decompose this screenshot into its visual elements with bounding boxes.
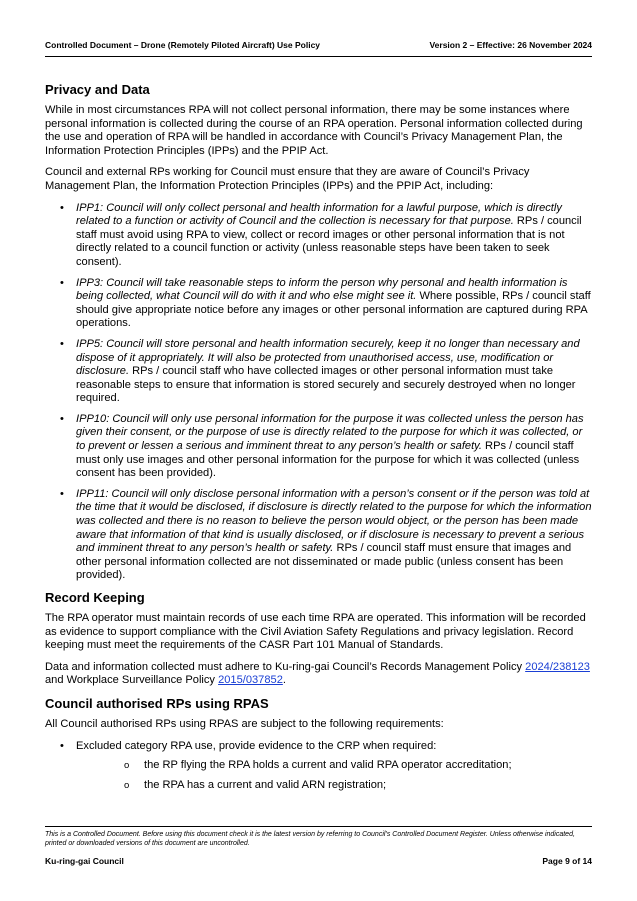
records-text-post: . (282, 674, 286, 687)
ipp-principle: IPP5: Council will store personal and health information securely, keep it no longer than necessary and dispose of it appropriately. It will also be protected from unauthorised access, use, modification or disclosure. (76, 337, 580, 378)
ipp-item-5 (45, 338, 594, 406)
page-content (45, 82, 594, 799)
records-management-policy-link[interactable]: 2024/238123 (525, 660, 590, 673)
footer-divider (45, 826, 592, 827)
workplace-surveillance-policy-link[interactable]: 2015/037852 (218, 674, 283, 687)
ipp-principle: IPP1: Council will only collect personal and health information for a lawful purpose, which is directly related to a function or activity of Council and the collection is necessary for that purpose. (76, 201, 562, 228)
footer-organisation: Ku-ring-gai Council (45, 856, 124, 866)
privacy-paragraph-1: While in most circumstances RPA will not collect personal information, there may be some instances where personal information is collected during the course of an RPA operation. Personal information collected during the use and operation of RPA will be handled in accordance with Council’s Privacy Management Plan, the Information Protection Principles (IPPs) and the PPIP Act. (45, 104, 583, 157)
ipp-item-1 (45, 202, 594, 270)
page-header (45, 40, 592, 50)
header-title: Controlled Document – Drone (Remotely Piloted Aircraft) Use Policy (45, 40, 321, 50)
ipp-principle: IPP10: Council will only use personal information for the purpose it was collected unless the person has given their consent, or the purpose of use is directly related to the purpose for which it was collected, or to prevent or lessen a serious and imminent threat to any person’s health or safety. (76, 412, 584, 453)
privacy-paragraph-2: Council and external RPs working for Council must ensure that they are aware of Council’s Privacy Management Plan, the Information Protection Principles (IPPs) and the PPIP Act, including: (45, 166, 530, 192)
record-keeping-paragraph-1: The RPA operator must maintain records of use each time RPA are operated. This information will be recorded as evidence to support compliance with the Civil Aviation Safety Regulations and privacy legislation. Record keeping must meet the requirements of the CASR Part 101 Manual of Standards. (45, 612, 586, 652)
rpas-requirement-text: Excluded category RPA use, provide evidence to the CRP when required: (76, 739, 437, 752)
rpas-heading: Council authorised RPs using RPAS (45, 695, 269, 711)
privacy-section (45, 82, 594, 583)
record-keeping-paragraph-2 (45, 661, 594, 688)
rpas-sub-list (76, 759, 594, 792)
ipp-item-11 (45, 488, 594, 583)
footer-disclaimer: This is a Controlled Document. Before using this document check it is the latest version by referring to Council’s Controlled Document Register. Unless otherwise indicated, printed or downloaded versions of this document are uncontrolled. (45, 831, 575, 847)
ipp-list (45, 202, 594, 583)
ipp-guidance: RPs / council staff must avoid using RPA to view, collect or record images or other personal information that is not directly related to a council function or activity (unless reasonable steps have been taken to seek consent). (76, 215, 582, 268)
ipp-guidance: RPs / council staff must only use images and other personal information for the purpose for which it was collected (unless consent has been provided). (76, 440, 580, 480)
ipp-principle: IPP3: Council will take reasonable steps to inform the person why personal and health information is being collected, what Council will do with it and who else might see it. (76, 276, 568, 303)
rpas-section (45, 696, 594, 792)
ipp-principle: IPP11: Council will only disclose personal information with a person’s consent or if the person was told at the time that it would be disclosed, if disclosure is directly related to the purpose for which the information was collected and there is no reason to believe the person would object, or the person has been made aware that information of that kind is usually disclosed, or if disclosure is necessary to prevent a serious and imminent threat to any person’s health or safety. (76, 487, 592, 555)
rpas-sub-item: o the RPA has a current and valid ARN registration; (76, 779, 594, 793)
rpas-requirements-list (45, 740, 594, 793)
page-footer (45, 856, 592, 866)
ipp-guidance: RPs / council staff who have collected images or other personal information must take reasonable steps to ensure that information is stored securely and securely destroyed when no longer required. (76, 365, 576, 405)
ipp-item-3 (45, 277, 594, 331)
ipp-item-10 (45, 413, 594, 481)
ipp-guidance: Where possible, RPs / council staff should give appropriate notice before any images or other personal information are captured during RPA operations. (76, 290, 591, 330)
header-divider (45, 56, 592, 57)
header-version: Version 2 – Effective: 26 November 2024 (429, 40, 592, 50)
rpas-paragraph: All Council authorised RPs using RPAS are subject to the following requirements: (45, 717, 444, 730)
record-keeping-section (45, 590, 594, 688)
rpas-requirement (45, 740, 594, 793)
rpas-sub-item: o the RP flying the RPA holds a current and valid RPA operator accreditation; (76, 759, 594, 773)
privacy-heading: Privacy and Data (45, 82, 150, 97)
record-keeping-heading: Record Keeping (45, 590, 145, 605)
footer-page-number: Page 9 of 14 (542, 856, 592, 866)
records-text-pre: Data and information collected must adhere to Ku-ring-gai Council’s Records Management Policy (45, 660, 526, 673)
ipp-guidance: RPs / council staff must ensure that images and other personal information collected are not disseminated or made public (unless consent has been provided). (76, 542, 572, 582)
records-text-mid: and Workplace Surveillance Policy (45, 674, 219, 687)
